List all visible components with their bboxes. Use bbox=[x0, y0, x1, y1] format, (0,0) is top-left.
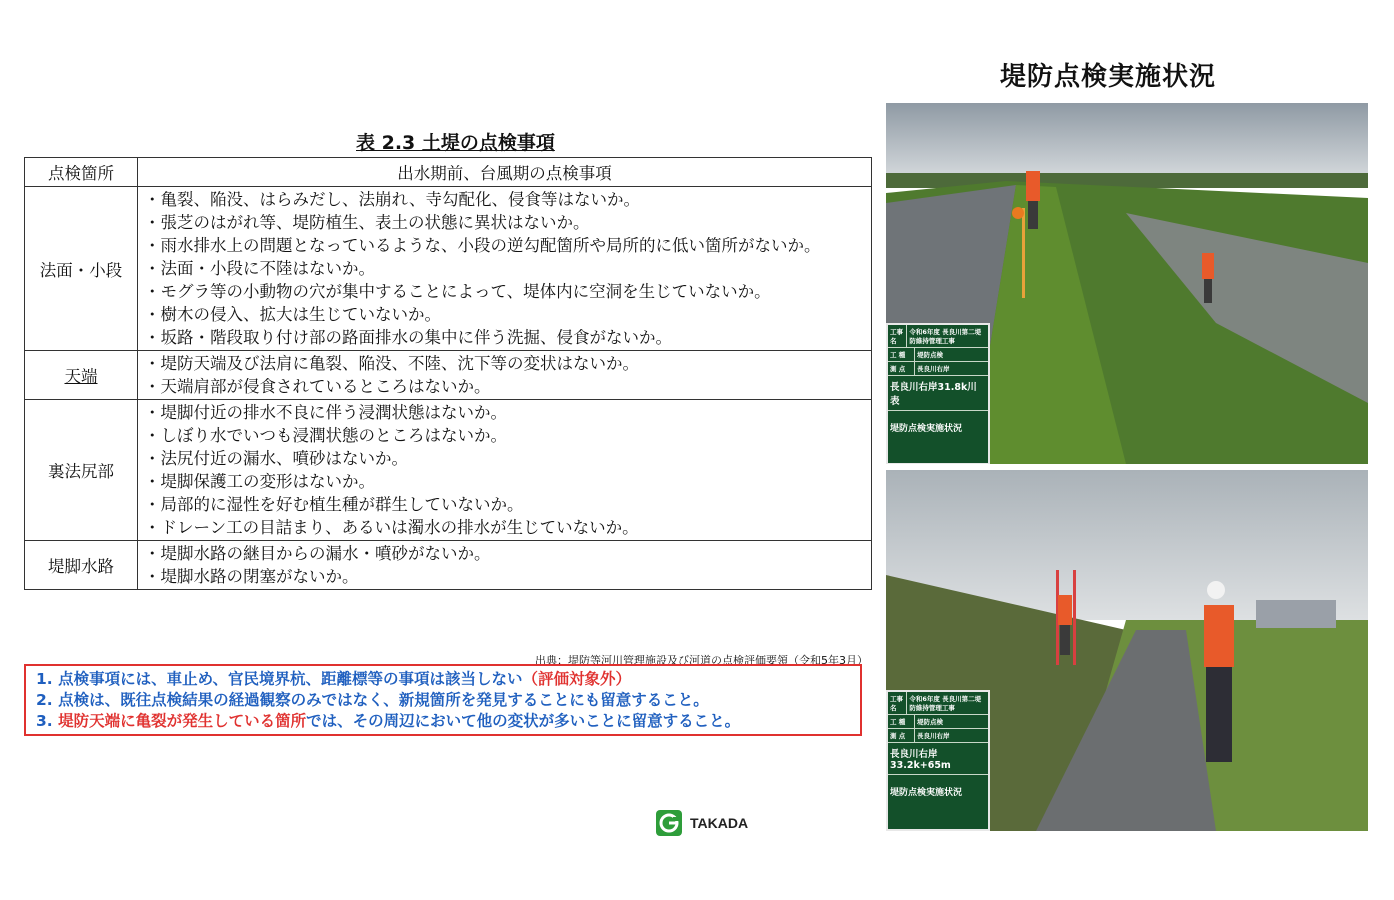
note-line-3 bbox=[36, 711, 860, 732]
table-row bbox=[25, 400, 872, 541]
board-key: 工事名 bbox=[888, 325, 907, 347]
source-citation: 出典：堤防等河川管理施設及び河道の点検評価要領（令和5年3月） bbox=[535, 654, 868, 667]
board-location: 長良川右岸31.8k川表 bbox=[888, 376, 988, 411]
check-item: ・堤脚付近の排水不良に伴う浸潤状態はないか。 bbox=[144, 403, 507, 422]
items-cell bbox=[138, 187, 872, 351]
inspection-table bbox=[24, 157, 872, 590]
company-logo bbox=[656, 810, 748, 836]
items-cell bbox=[138, 541, 872, 590]
table-row bbox=[25, 187, 872, 351]
check-item: ・モグラ等の小動物の穴が集中することによって、堤体内に空洞を生じていないか。 bbox=[144, 282, 771, 301]
board-key: 測 点 bbox=[888, 729, 915, 742]
note-line-1 bbox=[36, 669, 860, 690]
inspection-photo-2 bbox=[886, 470, 1368, 831]
check-item: ・堤防天端及び法肩に亀裂、陥没、不陸、沈下等の変状はないか。 bbox=[144, 354, 639, 373]
items-cell bbox=[138, 351, 872, 400]
note-line-2: 2. 点検は、既往点検結果の経過観察のみではなく、新規箇所を発見することにも留意すること。 bbox=[36, 691, 709, 709]
board-value: 堤防点検 bbox=[917, 718, 943, 726]
photo-board bbox=[886, 690, 990, 831]
items-cell bbox=[138, 400, 872, 541]
check-item: ・法面・小段に不陸はないか。 bbox=[144, 259, 375, 278]
table-row bbox=[25, 541, 872, 590]
board-key: 工事名 bbox=[888, 692, 907, 714]
photo-board bbox=[886, 323, 990, 464]
board-key: 工 種 bbox=[888, 715, 915, 728]
check-item: ・坂路・階段取り付け部の路面排水の集中に伴う洗掘、侵食がないか。 bbox=[144, 328, 672, 347]
check-item: ・局部的に湿性を好む植生種が群生していないか。 bbox=[144, 495, 524, 514]
board-caption: 堤防点検実施状況 bbox=[890, 424, 963, 434]
check-item: ・堤脚保護工の変形はないか。 bbox=[144, 472, 375, 491]
check-item: ・雨水排水上の問題となっているような、小段の逆勾配箇所や局所的に低い箇所がないか。 bbox=[144, 236, 821, 255]
note-1-red: （評価対象外） bbox=[522, 670, 631, 688]
page-title: 堤防点検実施状況 bbox=[1000, 62, 1217, 92]
check-item: ・ドレーン工の目詰まり、あるいは濁水の排水が生じていないか。 bbox=[144, 518, 639, 537]
check-item: ・亀裂、陥没、はらみだし、法崩れ、寺勾配化、侵食等はないか。 bbox=[144, 190, 640, 209]
note-3-red: 堤防天端に亀裂が発生している箇所 bbox=[58, 712, 307, 730]
table-row bbox=[25, 351, 872, 400]
location-cell: 堤脚水路 bbox=[25, 541, 138, 590]
board-value: 令和6年度 長良川第二堤防維持管理工事 bbox=[909, 695, 982, 712]
board-value: 堤防点検 bbox=[917, 351, 943, 359]
header-items: 出水期前、台風期の点検事項 bbox=[138, 158, 872, 187]
board-key: 測 点 bbox=[888, 362, 915, 375]
check-item: ・法尻付近の漏水、噴砂はないか。 bbox=[144, 449, 408, 468]
board-caption: 堤防点検実施状況 bbox=[890, 788, 963, 798]
board-value: 令和6年度 長良川第二堤防維持管理工事 bbox=[909, 328, 982, 345]
header-location: 点検箇所 bbox=[25, 158, 138, 187]
check-item: ・堤脚水路の継目からの漏水・噴砂がないか。 bbox=[144, 544, 491, 563]
table-caption: 表 2.3 土堤の点検事項 bbox=[356, 132, 555, 154]
check-item: ・張芝のはがれ等、堤防植生、表土の状態に異状はないか。 bbox=[144, 213, 590, 232]
table-header-row bbox=[25, 158, 872, 187]
check-item: ・天端肩部が侵食されているところはないか。 bbox=[144, 377, 491, 396]
logo-text: TAKADA bbox=[690, 815, 749, 831]
note-3-num: 3. bbox=[36, 712, 59, 730]
location-cell: 天端 bbox=[25, 351, 138, 400]
board-location: 長良川右岸33.2k+65m bbox=[888, 743, 988, 775]
board-value: 長良川右岸 bbox=[917, 732, 950, 740]
note-1-text: 1. 点検事項には、車止め、官民境界杭、距離標等の事項は該当しない bbox=[36, 670, 523, 688]
location-cell: 裏法尻部 bbox=[25, 400, 138, 541]
board-value: 長良川右岸 bbox=[917, 365, 950, 373]
inspection-photo-1 bbox=[886, 103, 1368, 464]
check-item: ・樹木の侵入、拡大は生じていないか。 bbox=[144, 305, 441, 324]
check-item: ・堤脚水路の閉塞がないか。 bbox=[144, 567, 359, 586]
location-cell: 法面・小段 bbox=[25, 187, 138, 351]
check-item: ・しぼり水でいつも浸潤状態のところはないか。 bbox=[144, 426, 507, 445]
logo-mark-icon bbox=[656, 810, 682, 836]
board-key: 工 種 bbox=[888, 348, 915, 361]
notes-box bbox=[24, 664, 862, 736]
note-3-text: では、その周辺において他の変状が多いことに留意すること。 bbox=[306, 712, 741, 730]
